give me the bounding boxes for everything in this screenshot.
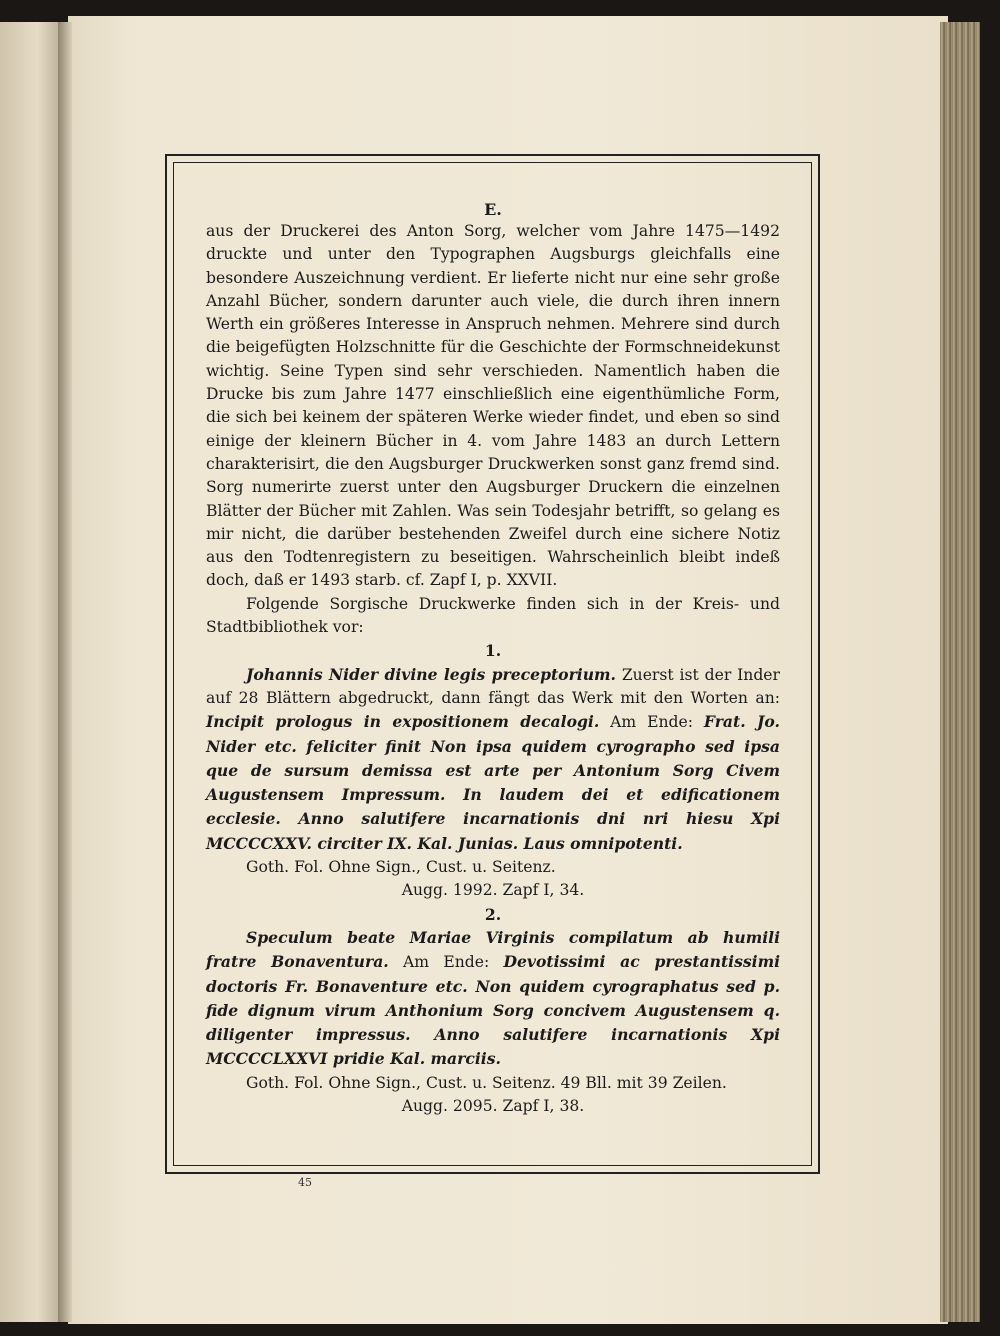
main-paragraph: aus der Druckerei des Anton Sorg, welcher vom Jahre 1475—1492 druckte und unter den Typographen Augsburgs gleichfalls eine besondere Auszeichnung verdient. Er lieferte nicht nur eine sehr große Anzahl Bücher, sondern darunter auch viele, die durch ihren innern Werth ein größeres Interesse in Anspruch nehmen. Mehrere sind durch die beigefügten Holzschnitte für die Geschichte der Formschneidekunst wichtig. Seine Typen sind sehr verschieden. Namentlich haben die Drucke bis zum Jahre 1477 einschließlich eine eigenthümliche Form, die sich bei keinem der späteren Werke wieder findet, und eben so sind einige der kleinern Bücher in 4. vom Jahre 1483 an durch Lettern charakterisirt, die den Augsburger Druckwerken sonst ganz fremd sind. Sorg numerirte zuerst unter den Augsburger Druckern die einzelnen Blätter der Bücher mit Zahlen. Was sein Todesjahr betrifft, so gelang es mir nicht, die darüber bestehenden Zweifel durch eine sichere Notiz aus den Todtenregistern zu beseitigen. Wahrscheinlich bleibt indeß doch, daß er 1493 starb. cf. Zapf I, p. XXVII.	[206, 222, 780, 590]
book-gutter	[58, 22, 72, 1322]
entry-title: Johannis Nider divine legis preceptorium.	[246, 664, 616, 684]
page-number: 45	[298, 1176, 312, 1189]
section-letter: E.	[484, 200, 502, 219]
entry-reference: Augg. 1992. Zapf I, 34.	[401, 881, 585, 900]
entry-description	[206, 926, 780, 1072]
entry-reference: Augg. 2095. Zapf I, 38.	[401, 1096, 585, 1115]
entry-format: Goth. Fol. Ohne Sign., Cust. u. Seitenz. 49 Bll. mit 39 Zeilen.	[246, 1073, 727, 1092]
entry-text: Zuerst ist der Inder auf 28 Blättern abgedruckt, dann fängt das Werk mit den Worten an:	[206, 665, 780, 707]
entry-colophon: Frat. Jo. Nider etc. feliciter finit Non ipsa quidem cyrographo sed ipsa que de sursum demissa est arte per Antonium Sorg Civem Augustensem Impressum. In laudem dei et edificationem ecclesie. Anno salutifere incarnationis dni nri hiesu Xpi MCCCCXXV. circiter IX. Kal. Junias. Laus omnipotenti.	[206, 712, 780, 853]
entry-title: Speculum beate Mariae Virginis compilatum ab humili fratre Bonaventura.	[206, 927, 780, 972]
text-block	[206, 200, 780, 1118]
following-paragraph: Folgende Sorgische Druckwerke finden sich in der Kreis- und Stadtbibliothek vor:	[206, 594, 780, 637]
entry-description	[206, 663, 780, 856]
entry-incipit: Incipit prologus in expositionem decalogi.	[206, 712, 600, 732]
entry-text: Am Ende:	[599, 713, 704, 732]
entry-number: 1.	[484, 641, 502, 661]
page-edges	[940, 22, 980, 1322]
entry-format: Goth. Fol. Ohne Sign., Cust. u. Seitenz.	[246, 858, 556, 877]
entry-number: 2.	[484, 904, 502, 924]
left-page	[0, 22, 62, 1322]
entry-colophon: Devotissimi ac prestantissimi doctoris Fr. Bonaventure etc. Non quidem cyrographatus sed p. fide dignum virum Anthonium Sorg concivem Augustensem q. diligenter impressus. Anno salutifere incarnationis Xpi MCCCCLXXVI pridie Kal. marciis.	[206, 952, 780, 1069]
entry-text: Am Ende:	[388, 953, 504, 972]
